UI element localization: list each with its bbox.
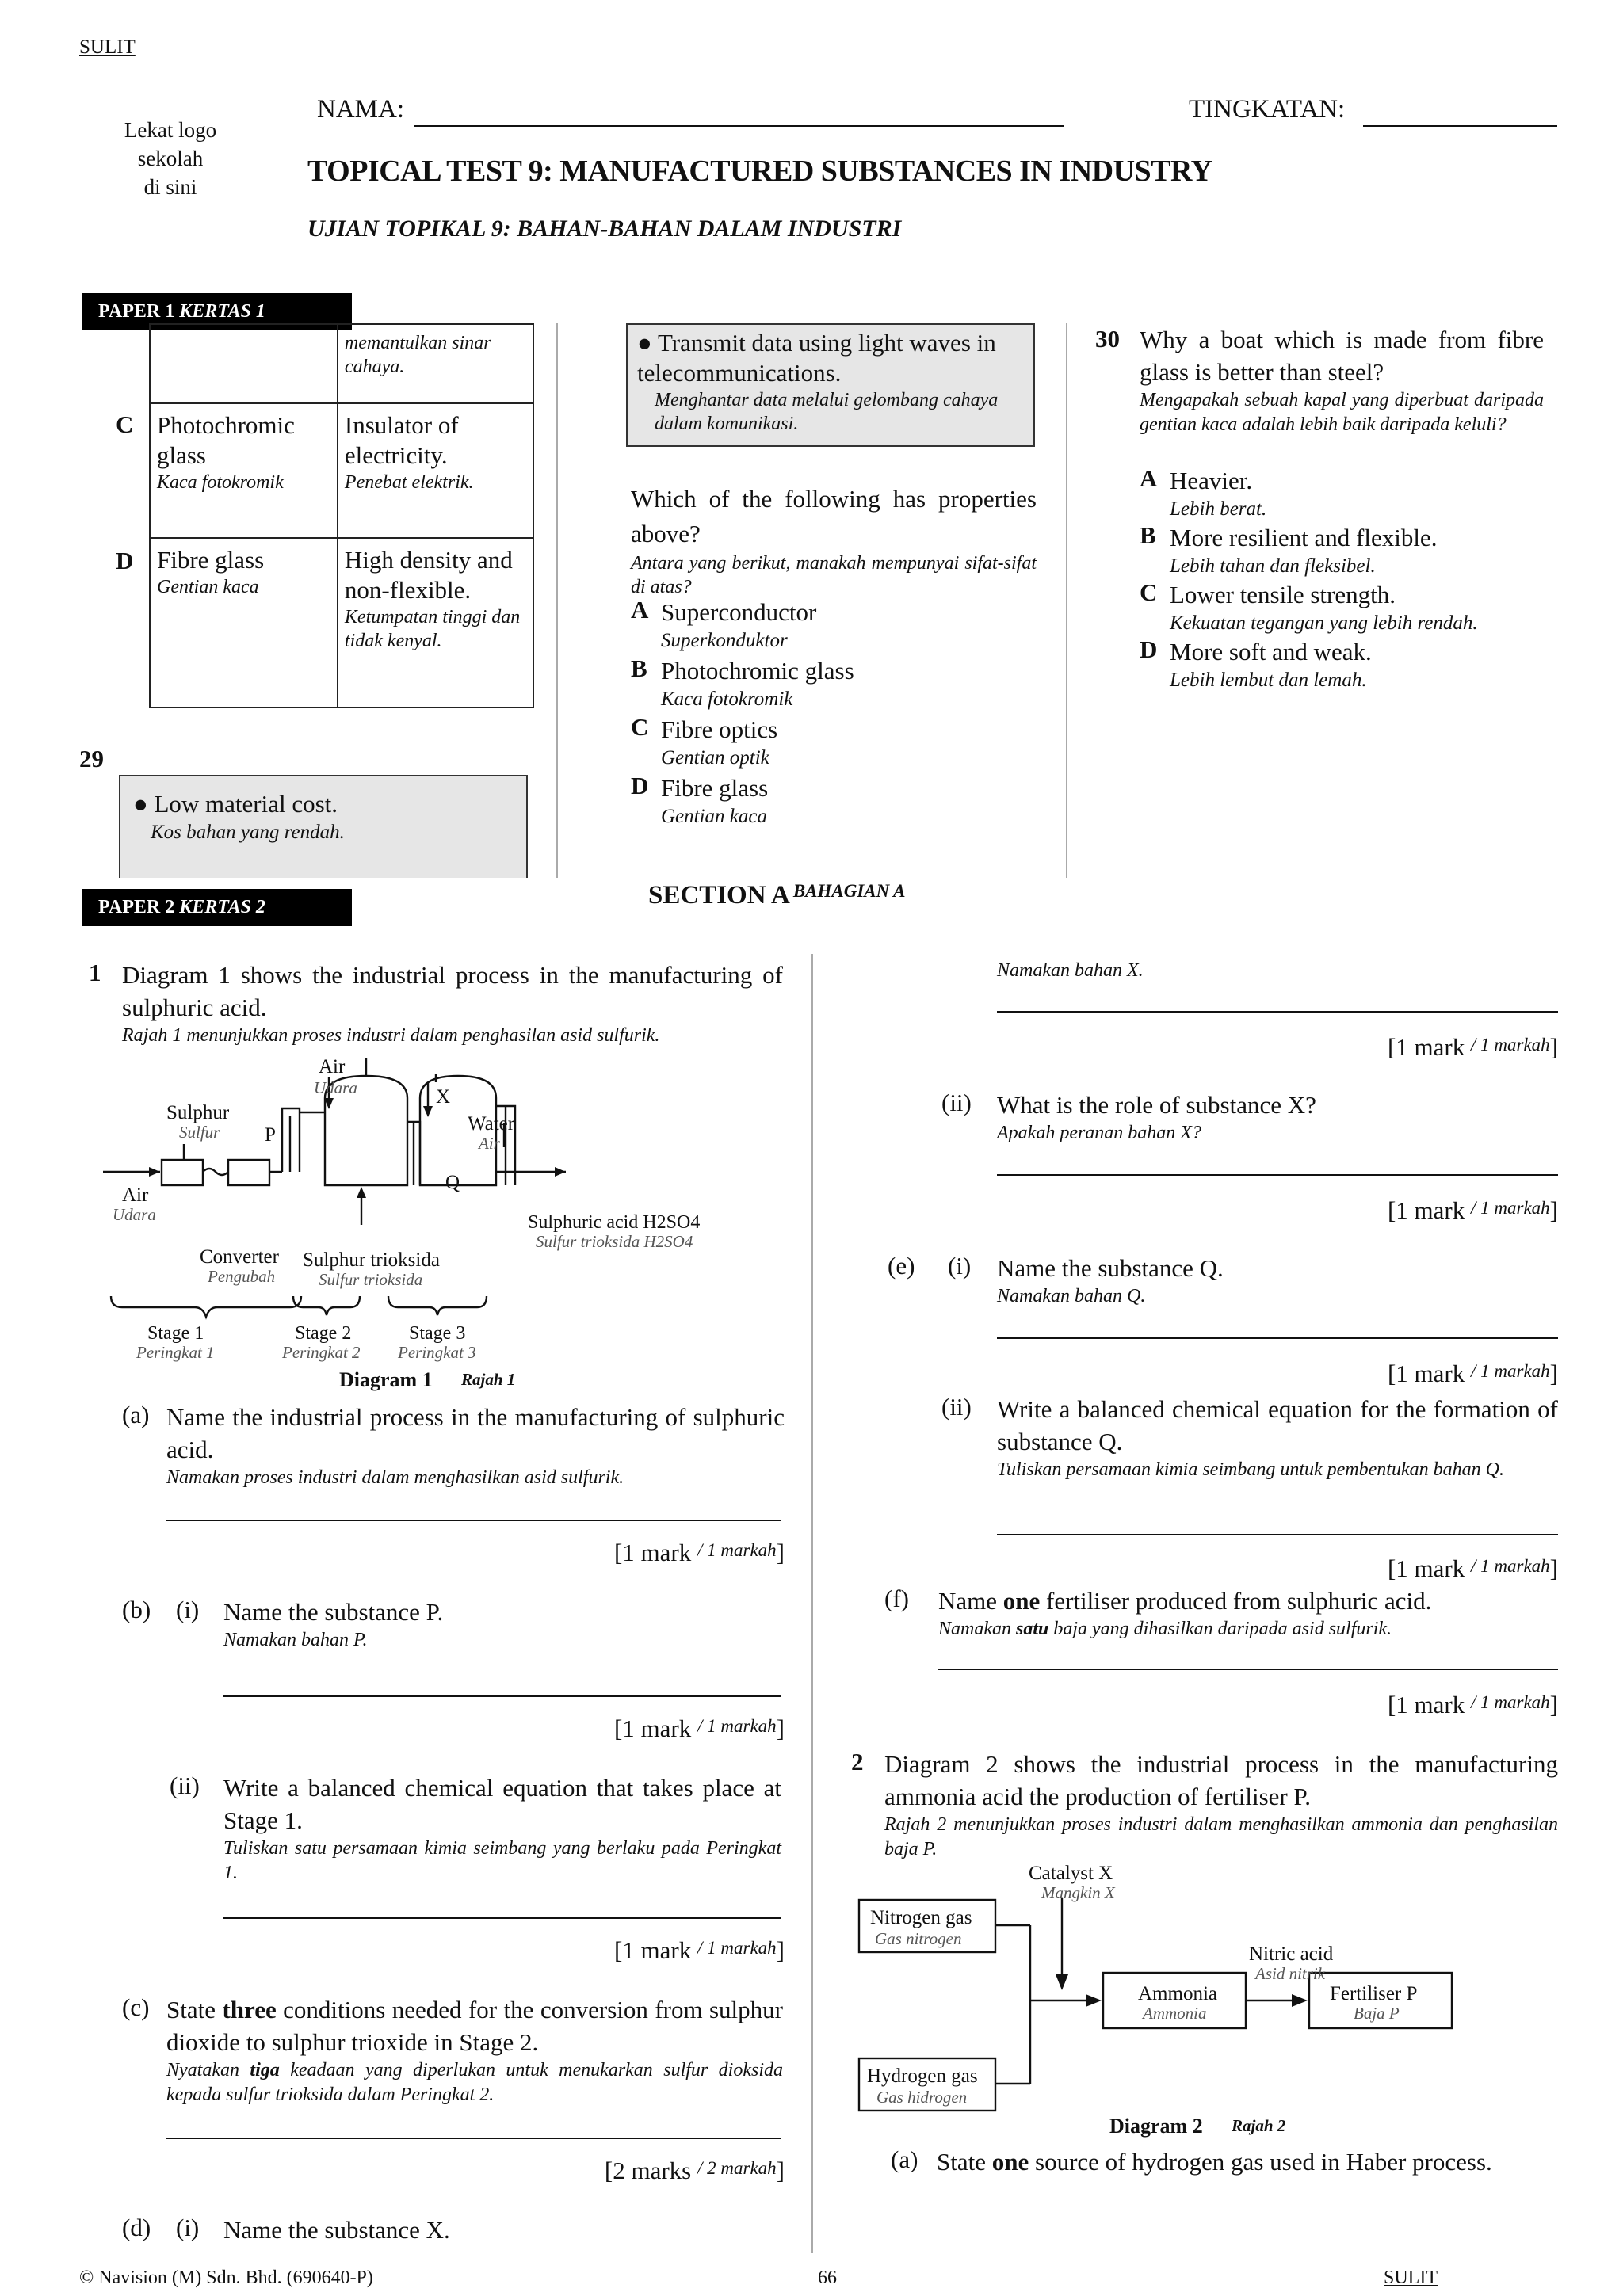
- table-cell-bm: Penebat elektrik.: [344, 472, 474, 493]
- diagram-label: Sulphur: [166, 1102, 230, 1123]
- q1a-text: [166, 1401, 785, 1490]
- mark-close: ]: [1549, 1033, 1558, 1061]
- q1eii-text: [997, 1393, 1558, 1482]
- diagram-label: Fertiliser P: [1330, 1983, 1418, 2004]
- option-text: Fibre glass: [661, 774, 769, 802]
- diagram-label: Mangkin X: [1041, 1883, 1115, 1902]
- q1dii-text-bm: Apakah peranan bahan X?: [997, 1123, 1201, 1143]
- q29-stem-en: Which of the following has properties above?: [631, 485, 1037, 547]
- q1e-label: (e): [888, 1252, 915, 1280]
- diagram-label: Catalyst X: [1029, 1863, 1113, 1884]
- bullet-icon: ●: [133, 790, 148, 818]
- option-text: More resilient and flexible.: [1170, 524, 1438, 551]
- diagram-label: Udara: [113, 1205, 156, 1224]
- option-letter: B: [1140, 521, 1156, 549]
- paper1-label-bm: KERTAS 1: [179, 301, 265, 322]
- mark-text-bm: / 1 markah: [697, 1540, 777, 1560]
- q30-stem-en: Why a boat which is made from fibre glass is better than steel?: [1140, 326, 1544, 386]
- diagram-label: Air: [122, 1184, 149, 1206]
- diagram-label: Sulphuric acid H2SO4: [528, 1212, 701, 1233]
- property-text-bm: Menghantar data melalui gelombang cahaya dalam komunikasi.: [655, 390, 999, 434]
- option-item[interactable]: [631, 772, 1037, 829]
- answer-line[interactable]: [223, 1695, 781, 1697]
- option-letter: A: [1140, 464, 1158, 492]
- footer-page-number: 66: [818, 2267, 837, 2288]
- diagram-label: Gas hidrogen: [876, 2088, 968, 2107]
- diagram-label: Ammonia: [1143, 2004, 1207, 2023]
- mark-allocation: [1312, 1691, 1558, 1719]
- answer-line[interactable]: [997, 1011, 1558, 1013]
- property-bullet: [133, 788, 514, 820]
- bullet-icon: ●: [637, 329, 652, 357]
- answer-line[interactable]: [938, 1669, 1558, 1670]
- option-item[interactable]: [631, 596, 1037, 653]
- table-cell-bm: Ketumpatan tinggi dan tidak kenyal.: [344, 607, 521, 651]
- table-cell: [338, 538, 533, 707]
- diagram-label: Air: [319, 1058, 346, 1077]
- table-row: [150, 538, 533, 707]
- q30-stem: [1140, 323, 1544, 437]
- q1dii-text: [997, 1089, 1558, 1146]
- mark-text-bm: / 1 markah: [1471, 1556, 1550, 1576]
- diagram-label: Sulfur: [179, 1123, 220, 1142]
- section-title: SECTION A: [648, 881, 790, 910]
- option-text-bm: Lebih tahan dan fleksibel.: [1170, 555, 1376, 577]
- answer-line[interactable]: [997, 1337, 1558, 1339]
- page-subtitle: UJIAN TOPIKAL 9: BAHAN-BAHAN DALAM INDUSTRI: [307, 215, 902, 242]
- mark-text: [1 mark: [613, 1539, 692, 1566]
- table-cell: [338, 324, 533, 403]
- option-item[interactable]: [631, 713, 1037, 770]
- table-cell-en: Photochromic glass: [157, 411, 295, 469]
- mark-close: ]: [1549, 1196, 1558, 1224]
- option-item[interactable]: [1140, 464, 1552, 521]
- option-text-bm: Superkonduktor: [661, 630, 788, 651]
- q2-stem: [884, 1748, 1558, 1862]
- q1f-label: (f): [884, 1585, 909, 1612]
- option-text: Heavier.: [1170, 467, 1253, 494]
- q1eii-text-en: Write a balanced chemical equation for the formation of substance Q.: [997, 1395, 1558, 1455]
- q1a-text-en: Name the industrial process in the manufacturing of sulphuric acid.: [166, 1403, 785, 1463]
- diagram-label: P: [265, 1124, 276, 1146]
- diagram-label: Nitrogen gas: [870, 1907, 972, 1928]
- q1c-text-bm: [166, 2058, 783, 2107]
- mark-allocation: [1312, 1554, 1558, 1583]
- q1f-text-part: fertiliser produced from sulphuric acid.: [1046, 1587, 1432, 1615]
- column-divider: [556, 323, 558, 878]
- diagram-2: [856, 1859, 1474, 2144]
- q1ei-label: (i): [948, 1252, 972, 1280]
- option-item[interactable]: [631, 654, 1037, 711]
- q1c-label: (c): [122, 1993, 150, 2021]
- q30-options: [1140, 464, 1552, 692]
- q2a-text: [937, 2145, 1558, 2178]
- table-row: [150, 403, 533, 538]
- answer-line[interactable]: [997, 1174, 1558, 1176]
- tingkatan-label: TINGKATAN:: [1189, 95, 1346, 124]
- property-bullet: [637, 328, 1024, 388]
- option-letter: D: [631, 772, 649, 799]
- sulit-top: SULIT: [79, 36, 136, 58]
- mark-allocation: [539, 1714, 785, 1743]
- q1eii-label: (ii): [941, 1393, 972, 1421]
- option-text-bm: Kekuatan tegangan yang lebih rendah.: [1170, 612, 1478, 634]
- mark-text: [1 mark: [1387, 1196, 1465, 1224]
- diagram-label: Stage 2: [295, 1323, 352, 1344]
- mark-allocation: [507, 2157, 785, 2185]
- option-text-bm: Lebih berat.: [1170, 498, 1267, 520]
- question-number-29: 29: [79, 745, 104, 772]
- diagram-label: Ammonia: [1138, 1983, 1217, 2004]
- mark-text-bm: / 1 markah: [1471, 1361, 1550, 1381]
- diagram-label: Stage 1: [147, 1323, 204, 1344]
- mark-allocation: [539, 1539, 785, 1567]
- diagram-label: X: [436, 1086, 451, 1108]
- mark-text: [2 marks: [604, 2157, 692, 2184]
- diagram-label: Water: [468, 1113, 515, 1135]
- q1bii-text-en: Write a balanced chemical equation that takes place at Stage 1.: [223, 1774, 781, 1834]
- q2a-text-bold: one: [991, 2148, 1029, 2176]
- q29-options: [631, 596, 1037, 829]
- row-letter-c: C: [116, 410, 134, 438]
- mark-text: [1 mark: [613, 1936, 692, 1964]
- q1di-text: Name the substance X.: [223, 2216, 450, 2244]
- q1d-label: (d): [122, 2214, 151, 2241]
- q1bii-label: (ii): [170, 1772, 200, 1799]
- diagram-1: [95, 1058, 729, 1391]
- option-text-bm: Lebih lembut dan lemah.: [1170, 669, 1367, 691]
- q1c-bm-part: Nyatakan: [166, 2060, 239, 2081]
- footer-copyright: © Navision (M) Sdn. Bhd. (690640-P): [79, 2267, 373, 2288]
- q1a-text-bm: Namakan proses industri dalam menghasilkan asid sulfurik.: [166, 1467, 624, 1488]
- diagram-label: Air: [479, 1134, 500, 1153]
- column-divider: [812, 954, 813, 2253]
- table-cell: [150, 403, 338, 538]
- q1f-bm-part: Namakan: [938, 1619, 1011, 1639]
- option-text: Photochromic glass: [661, 657, 854, 685]
- page-title: TOPICAL TEST 9: MANUFACTURED SUBSTANCES IN INDUSTRY: [307, 154, 1212, 188]
- q1c-bm-part: keadaan yang diperlukan untuk menukarkan sulfur dioksida kepada sulfur trioksida dalam Peringkat 2.: [166, 2060, 784, 2105]
- q1eii-text-bm: Tuliskan persamaan kimia seimbang untuk pembentukan bahan Q.: [997, 1459, 1504, 1480]
- table-cell-en: High density and non-flexible.: [344, 546, 513, 604]
- property-box-2: [626, 323, 1035, 447]
- mark-text-bm: / 2 markah: [697, 2158, 777, 2178]
- mark-close: ]: [776, 1539, 785, 1566]
- mark-close: ]: [776, 2157, 785, 2184]
- option-text-bm: Gentian optik: [661, 747, 769, 769]
- mark-text: [1 mark: [1387, 1033, 1465, 1061]
- diagram-label: Pengubah: [208, 1267, 276, 1286]
- nama-field[interactable]: [414, 95, 1064, 127]
- mark-text-bm: / 1 markah: [1471, 1692, 1550, 1712]
- option-text: Lower tensile strength.: [1170, 581, 1396, 608]
- table-cell: [338, 403, 533, 538]
- mark-allocation: [1312, 1033, 1558, 1062]
- logo-placeholder: [103, 116, 238, 201]
- option-letter: D: [1140, 635, 1158, 663]
- q1ei-text: [997, 1252, 1558, 1309]
- mark-text-bm: / 1 markah: [697, 1938, 777, 1958]
- answer-line[interactable]: [997, 1534, 1558, 1535]
- logo-line: sekolah: [137, 147, 204, 170]
- diagram-label: Peringkat 1: [136, 1343, 215, 1362]
- table-cell: [150, 324, 338, 403]
- q1c-text: [166, 1993, 783, 2107]
- diagram-label: Stage 3: [409, 1323, 466, 1344]
- question-number-30: 30: [1095, 325, 1120, 353]
- mark-close: ]: [776, 1936, 785, 1964]
- mark-allocation: [1312, 1360, 1558, 1388]
- answer-line[interactable]: [166, 1520, 781, 1521]
- q1f-text: [938, 1585, 1558, 1642]
- q1bi-text: [223, 1596, 778, 1653]
- option-letter: A: [631, 596, 649, 624]
- diagram-label: Peringkat 3: [398, 1343, 476, 1362]
- property-box-1: [119, 775, 528, 878]
- q1bi-text-en: Name the substance P.: [223, 1598, 444, 1626]
- table-cell-bm: memantulkan sinar cahaya.: [344, 333, 491, 377]
- property-text-bm: Kos bahan yang rendah.: [151, 822, 345, 843]
- diagram-label: Gas nitrogen: [875, 1929, 962, 1948]
- diagram-label: Asid nitrik: [1255, 1964, 1326, 1983]
- diagram-caption: Rajah 1: [461, 1370, 516, 1389]
- option-text-bm: Gentian kaca: [661, 806, 767, 827]
- diagram-label: Peringkat 2: [282, 1343, 361, 1362]
- mark-text-bm: / 1 markah: [697, 1716, 777, 1736]
- diagram-label: Hydrogen gas: [867, 2065, 978, 2087]
- footer-sulit: SULIT: [1384, 2267, 1438, 2288]
- option-text-bm: Kaca fotokromik: [661, 688, 793, 710]
- q1a-label: (a): [122, 1401, 150, 1428]
- q29-stem-bm: Antara yang berikut, manakah mempunyai sifat-sifat di atas?: [631, 553, 1037, 597]
- q1f-text-part: Name: [938, 1587, 998, 1615]
- q1ei-text-bm: Namakan bahan Q.: [997, 1286, 1146, 1306]
- row-letter-d: D: [116, 547, 134, 574]
- q1bii-text: [223, 1772, 781, 1886]
- q2a-text-part: source of hydrogen gas used in Haber process.: [1035, 2148, 1492, 2176]
- q1-stem-bm: Rajah 1 menunjukkan proses industri dalam penghasilan asid sulfurik.: [122, 1025, 660, 1046]
- mark-allocation: [539, 1936, 785, 1965]
- q1c-text-part: State: [166, 1996, 216, 2023]
- question-number-2: 2: [851, 1748, 864, 1775]
- mark-text-bm: / 1 markah: [1471, 1035, 1550, 1055]
- nama-label: NAMA:: [317, 95, 405, 124]
- q1bii-text-bm: Tuliskan satu persamaan kimia seimbang yang berlaku pada Peringkat 1.: [223, 1838, 781, 1883]
- q2a-text-part: State: [937, 2148, 986, 2176]
- diagram-label: Q: [445, 1172, 460, 1193]
- diagram-label: Sulfur trioksida H2SO4: [536, 1232, 693, 1251]
- mark-text: [1 mark: [1387, 1554, 1465, 1582]
- option-text: Fibre optics: [661, 715, 778, 743]
- q1b-label: (b): [122, 1596, 151, 1623]
- q1-stem: [122, 959, 783, 1048]
- table-cell-en: Fibre glass: [157, 546, 265, 574]
- options-table: [149, 323, 534, 708]
- mark-text: [1 mark: [1387, 1691, 1465, 1718]
- q1c-text-en: [166, 1993, 783, 2058]
- q1di-text-bm: Namakan bahan X.: [997, 960, 1144, 981]
- paper2-label-en: PAPER 2: [98, 897, 175, 917]
- answer-line[interactable]: [223, 1917, 781, 1919]
- q1c-text-part: conditions needed for the conversion from sulphur dioxide to sulphur trioxide in Stage 2.: [166, 1996, 783, 2056]
- q1ei-text-en: Name the substance Q.: [997, 1254, 1224, 1282]
- section-heading: [648, 881, 905, 910]
- property-text: Transmit data using light waves in telecommunications.: [637, 329, 996, 387]
- mark-text-bm: / 1 markah: [1471, 1198, 1550, 1218]
- option-text: More soft and weak.: [1170, 638, 1372, 666]
- paper2-label-bm: KERTAS 2: [179, 897, 265, 917]
- option-text: Superconductor: [661, 598, 817, 626]
- paper1-label-en: PAPER 1: [98, 301, 175, 322]
- q1bi-text-bm: Namakan bahan P.: [223, 1630, 368, 1650]
- q1bi-label: (i): [176, 1596, 200, 1623]
- tingkatan-field[interactable]: [1363, 95, 1557, 127]
- q1f-text-en: [938, 1585, 1558, 1617]
- diagram-caption: Diagram 2: [1109, 2115, 1203, 2138]
- mark-allocation: [1312, 1196, 1558, 1225]
- q1f-text-bm: [938, 1617, 1558, 1642]
- mark-close: ]: [1549, 1691, 1558, 1718]
- diagram-label: Nitric acid: [1249, 1943, 1334, 1965]
- diagram-caption: Diagram 1: [339, 1368, 433, 1391]
- table-cell-bm: Gentian kaca: [157, 577, 259, 597]
- q1di-label: (i): [176, 2214, 200, 2241]
- table-cell: [150, 538, 338, 707]
- q1f-text-bold: one: [1002, 1587, 1041, 1615]
- column-divider: [1066, 323, 1067, 878]
- diagram-label: Sulfur trioksida: [319, 1270, 423, 1289]
- q1-stem-en: Diagram 1 shows the industrial process in the manufacturing of sulphuric acid.: [122, 961, 783, 1021]
- q2a-label: (a): [891, 2145, 918, 2173]
- q1f-bm-part: baja yang dihasilkan daripada asid sulfurik.: [1053, 1619, 1392, 1639]
- diagram-label: Baja P: [1354, 2004, 1400, 2023]
- question-number-1: 1: [89, 959, 101, 986]
- q1c-text-bold: three: [222, 1996, 277, 2023]
- diagram-caption: Rajah 2: [1232, 2116, 1286, 2135]
- q1dii-label: (ii): [941, 1089, 972, 1116]
- diagram-label: Udara: [314, 1078, 357, 1097]
- q1dii-text-en: What is the role of substance X?: [997, 1091, 1316, 1119]
- mark-close: ]: [1549, 1554, 1558, 1582]
- property-text: Low material cost.: [154, 790, 338, 818]
- diagram-label: Sulphur trioksida: [303, 1249, 440, 1271]
- logo-line: di sini: [143, 175, 197, 199]
- table-row: [150, 324, 533, 403]
- option-item[interactable]: [1140, 635, 1552, 692]
- mark-close: ]: [1549, 1360, 1558, 1387]
- option-item[interactable]: [1140, 521, 1552, 578]
- section-title-bm: BAHAGIAN A: [792, 881, 906, 901]
- option-letter: C: [631, 713, 649, 741]
- table-cell-bm: Kaca fotokromik: [157, 472, 284, 493]
- logo-line: Lekat logo: [124, 118, 217, 142]
- mark-text: [1 mark: [1387, 1360, 1465, 1387]
- q29-stem: [631, 482, 1037, 599]
- option-letter: C: [1140, 578, 1158, 606]
- option-item[interactable]: [1140, 578, 1552, 635]
- q1c-bm-bold: tiga: [250, 2060, 280, 2081]
- paper2-label: [82, 889, 352, 926]
- q2-stem-bm: Rajah 2 menunjukkan proses industri dalam menghasilkan ammonia dan penghasilan baja P.: [884, 1814, 1558, 1859]
- table-cell-en: Insulator of electricity.: [344, 411, 459, 469]
- mark-close: ]: [776, 1714, 785, 1742]
- q2-stem-en: Diagram 2 shows the industrial process in the manufacturing ammonia acid the production of fertiliser P.: [884, 1750, 1558, 1810]
- mark-text: [1 mark: [613, 1714, 692, 1742]
- q1f-bm-bold: satu: [1016, 1619, 1049, 1639]
- q30-stem-bm: Mengapakah sebuah kapal yang diperbuat daripada gentian kaca adalah lebih baik daripada keluli?: [1140, 390, 1544, 435]
- option-letter: B: [631, 654, 647, 682]
- answer-line[interactable]: [166, 2138, 781, 2139]
- diagram-label: Converter: [200, 1246, 279, 1268]
